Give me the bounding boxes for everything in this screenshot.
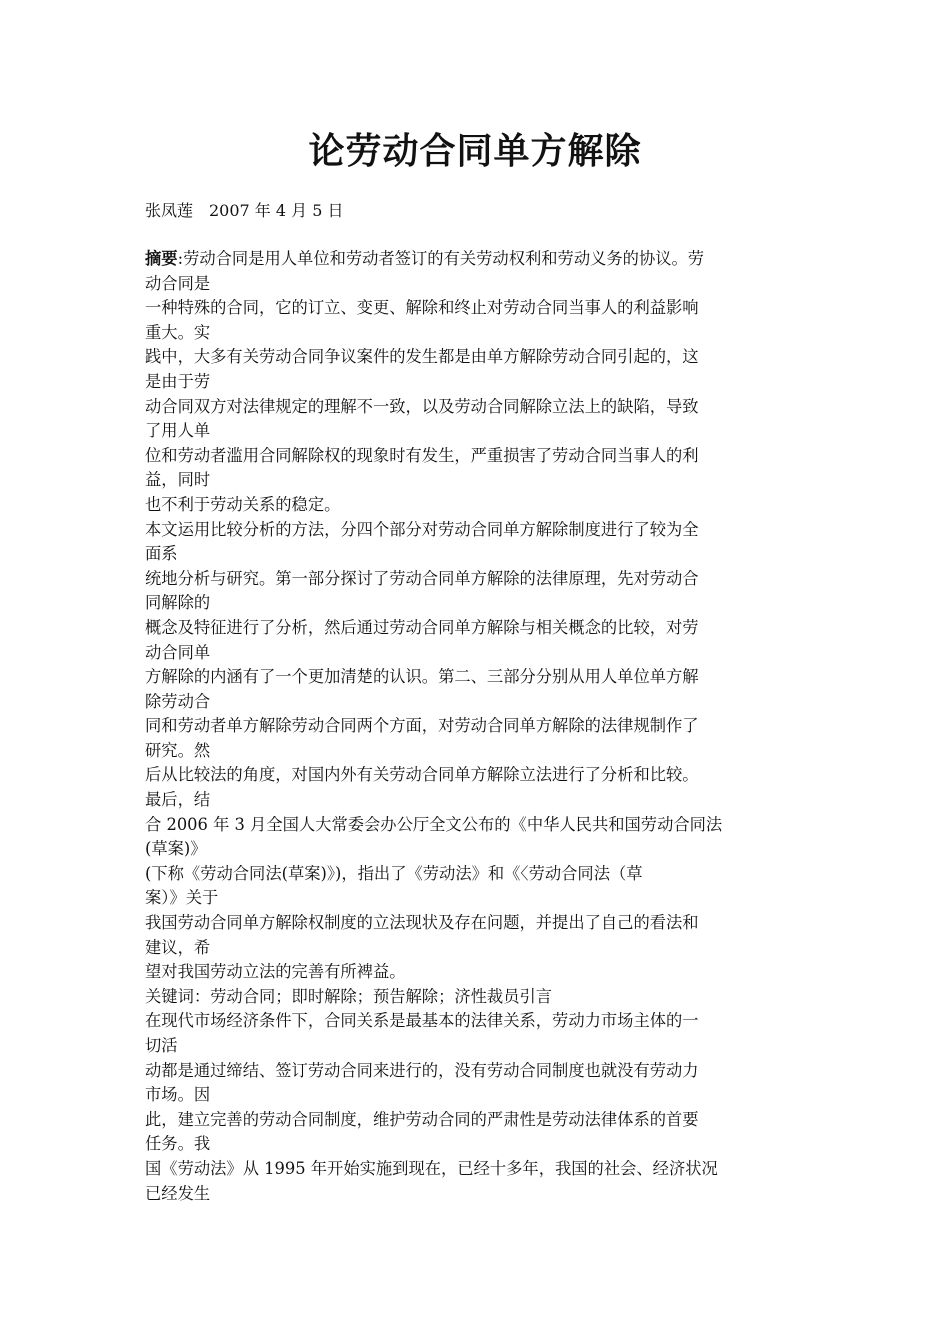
abstract-first-line	[145, 247, 810, 272]
document-title: 论劳动合同单方解除	[308, 131, 642, 172]
document-body	[145, 247, 810, 1206]
text-line: 切活	[145, 1036, 178, 1055]
text-line: 任务。我	[145, 1134, 211, 1154]
text-line: 同解除的	[145, 593, 211, 613]
text-line: 面系	[145, 544, 178, 564]
text-line: 概念及特征进行了分析，然后通过劳动合同单方解除与相关概念的比较，对劳	[145, 617, 699, 637]
text-line: 合 2006 年 3 月全国人大常委会办公厅全文公布的《中华人民共和国劳动合同法	[145, 814, 723, 834]
text-line: 动都是通过缔结、签订劳动合同来进行的，没有劳动合同制度也就没有劳动力	[145, 1060, 699, 1080]
text-line: 本文运用比较分析的方法，分四个部分对劳动合同单方解除制度进行了较为全	[145, 519, 699, 539]
text-line: 益，同时	[145, 470, 211, 490]
text-line: 后从比较法的角度，对国内外有关劳动合同单方解除立法进行了分析和比较。	[145, 765, 699, 785]
text-line: 我国劳动合同单方解除权制度的立法现状及存在问题，并提出了自己的看法和	[145, 913, 699, 933]
text-line: 望对我国劳动立法的完善有所裨益。	[145, 962, 406, 982]
text-line: 也不利于劳动关系的稳定。	[145, 494, 341, 514]
text-line: 统地分析与研究。第一部分探讨了劳动合同单方解除的法律原理，先对劳动合	[145, 568, 699, 588]
text-line: 重大。实	[145, 322, 211, 342]
abstract-first-line-text: :劳动合同是用人单位和劳动者签订的有关劳动权利和劳动义务的协议。劳	[177, 249, 705, 268]
text-line: 同和劳动者单方解除劳动合同两个方面，对劳动合同单方解除的法律规制作了	[145, 716, 699, 736]
text-line: 已经发生	[145, 1183, 211, 1203]
text-line: 此，建立完善的劳动合同制度，维护劳动合同的严肃性是劳动法律体系的首要	[145, 1109, 699, 1129]
text-line: (下称《劳动合同法(草案)》)，指出了《劳动法》和《〈劳动合同法（草	[145, 863, 643, 883]
text-line: 是由于劳	[145, 371, 211, 391]
text-line: 最后，结	[145, 790, 211, 810]
text-line: 了用人单	[145, 421, 211, 441]
text-line: (草案)》	[145, 839, 207, 859]
text-line: 建议，希	[145, 937, 211, 957]
text-line: 市场。因	[145, 1085, 211, 1105]
text-line: 践中，大多有关劳动合同争议案件的发生都是由单方解除劳动合同引起的，这	[145, 347, 699, 367]
text-line: 动合同单	[145, 642, 211, 662]
text-line: 研究。然	[145, 740, 211, 760]
text-line: 在现代市场经济条件下，合同关系是最基本的法律关系，劳动力市场主体的一	[145, 1011, 699, 1031]
text-line: 动合同是	[145, 273, 211, 293]
text-line: 一种特殊的合同，它的订立、变更、解除和终止对劳动合同当事人的利益影响	[145, 298, 699, 318]
abstract-label: 摘要	[145, 249, 178, 268]
text-line: 动合同双方对法律规定的理解不一致，以及劳动合同解除立法上的缺陷，导致	[145, 396, 699, 416]
text-line: 位和劳动者滥用合同解除权的现象时有发生，严重损害了劳动合同当事人的利	[145, 445, 699, 465]
text-line: 案）》关于	[145, 888, 219, 908]
text-line: 关键词：劳动合同；即时解除；预告解除；济性裁员引言	[145, 986, 553, 1006]
author-date-line: 张凤莲 2007 年 4 月 5 日	[145, 201, 344, 220]
text-line: 方解除的内涵有了一个更加清楚的认识。第二、三部分分别从用人单位单方解	[145, 667, 699, 687]
text-line: 国《劳动法》从 1995 年开始实施到现在，已经十多年，我国的社会、经济状况	[145, 1158, 718, 1178]
text-line: 除劳动合	[145, 691, 211, 711]
